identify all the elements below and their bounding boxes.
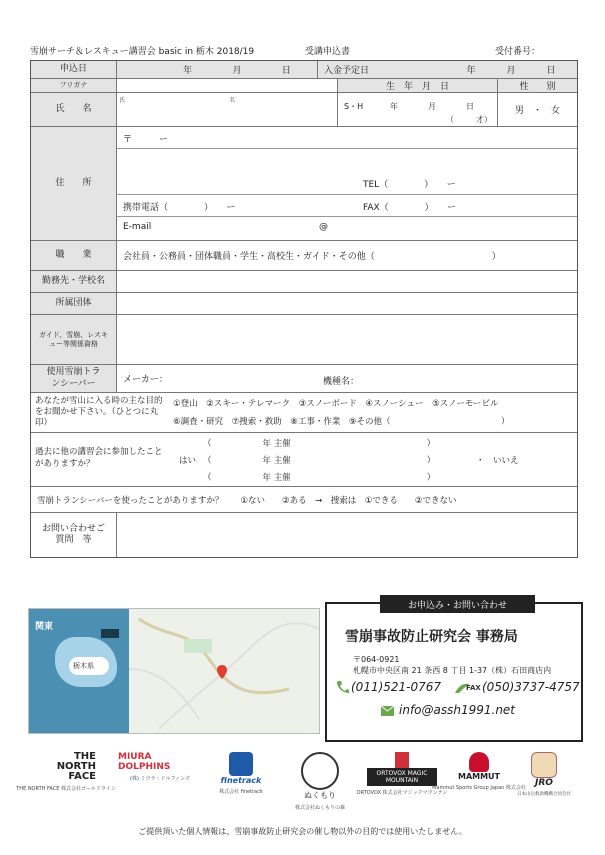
application-form [30, 60, 578, 558]
apply-month: 月 [232, 66, 242, 76]
north-face-caption: THE NORTH FACE 株式会社ゴールドウイン [16, 786, 116, 792]
office-email[interactable]: info@assh1991.net [399, 703, 516, 717]
nukumori-mark: ぬくもり [304, 791, 336, 800]
finetrack-icon [229, 752, 253, 776]
address-block [117, 127, 577, 240]
era-label: S・H [344, 102, 364, 111]
postal-code: 〒064-0921 [353, 655, 400, 664]
inquiry-label: お問い合わせご質問 等 [31, 513, 117, 557]
jro-dog-icon [531, 752, 557, 778]
form-subtitle: 受講申込書 [305, 47, 351, 57]
occupation-options[interactable]: 会社員・公務員・団体職員・学生・高校生・ガイド・その他（ ） [123, 252, 501, 262]
apply-date-field[interactable] [117, 61, 317, 78]
logo-ortovox [356, 752, 448, 796]
fax-label: FAX [466, 684, 481, 692]
furigana-input[interactable] [117, 79, 337, 92]
office-address: 札幌市中央区南 21 条西 8 丁目 1-37（株）石田商店内 [353, 666, 552, 675]
receipt-number-label: 受付番号： [495, 47, 541, 57]
jro-caption: 日本山岳救助機構合同会社 [517, 792, 571, 797]
contact-tag: お申込み・お問い合わせ [380, 595, 535, 613]
beacon-maker: メーカー： [123, 375, 168, 385]
map-pin-icon [217, 665, 227, 679]
venue-map [28, 608, 320, 734]
apply-date-label: 申込日 [31, 61, 117, 78]
occupation-label: 職 業 [31, 241, 117, 270]
ortovox-mark: ORTOVOX MAGIC MOUNTAIN [367, 768, 437, 786]
apply-year: 年 [183, 66, 193, 76]
birth-year: 年 [390, 102, 398, 111]
furigana-label: フリガナ [31, 79, 117, 92]
email-at: @ [319, 222, 328, 232]
birthdate-label: 生 年 月 日 [337, 79, 497, 92]
payment-date-label: 入金予定日 [317, 61, 395, 78]
address-label: 住 所 [31, 127, 117, 240]
affiliation-input[interactable] [117, 293, 577, 314]
region-label: 関東 [35, 622, 54, 632]
affiliation-label: 所属団体 [31, 293, 117, 314]
age-suffix: 才） [476, 115, 492, 124]
past-course-question: 過去に他の講習会に参加したことがありますか？ [35, 447, 163, 469]
privacy-note: ご提供頂いた個人情報は、雪崩事故防止研究会の催し物以外の目的では使用いたしません。 [138, 827, 467, 836]
purpose-options-line2: ⑥調査・研究 ⑦捜索・救助 ⑧工事・作業 ⑨その他（ ） [173, 417, 510, 427]
form-title: 雪崩サーチ＆レスキュー講習会 basic in 栃木 2018/19 [30, 47, 255, 57]
given-name-input[interactable] [227, 93, 337, 126]
given-name-tag: 名 [229, 97, 236, 104]
pref-label: 栃木県 [73, 662, 94, 670]
beacon-model: 機種名： [323, 377, 360, 387]
address-line[interactable] [117, 149, 577, 195]
pay-month: 月 [506, 66, 516, 76]
surname-tag: 氏 [119, 97, 126, 104]
mail-icon [381, 706, 394, 716]
purpose-options-line1: ①登山 ②スキー・テレマーク ③スノーボード ④スノーシュー ⑤スノーモービル [173, 399, 499, 409]
email-line[interactable] [117, 217, 577, 239]
past-course-field[interactable] [171, 433, 577, 486]
mammut-mark: MAMMUT [457, 772, 501, 781]
logo-miura [118, 752, 202, 782]
finetrack-mark: finetrack [220, 776, 262, 785]
past-no: ・ いいえ [476, 456, 519, 466]
past-line-3: （ 年 主催 ） [203, 473, 436, 483]
fax-field: FAX（ ） ー [363, 203, 457, 213]
contact-box [325, 602, 583, 742]
logo-jro [518, 752, 570, 797]
logo-mammut [432, 752, 526, 791]
inquiry-input[interactable] [117, 513, 577, 557]
gender-label: 性 別 [497, 79, 577, 92]
office-fax[interactable]: (050)3737-4757 [482, 680, 580, 694]
miura-mark: MIURA DOLPHINS [118, 752, 171, 772]
logo-north-face [16, 751, 116, 792]
logo-finetrack [208, 752, 274, 795]
mammut-icon [469, 752, 489, 772]
age-open: （ [446, 115, 454, 124]
mobile-field: 携帯電話（ ） ー [123, 203, 236, 213]
beacon-field[interactable] [117, 365, 577, 392]
jro-mark: JRO [535, 778, 553, 788]
gender-options[interactable]: 男 ・ 女 [497, 93, 577, 126]
purpose-options[interactable] [171, 393, 577, 432]
email-field: E-mail [123, 222, 152, 232]
nukumori-caption: 株式会社ぬくもりの森 [294, 805, 345, 811]
tel-field: TEL（ ） ー [363, 180, 456, 190]
past-line-2: （ 年 主催 ） [203, 456, 436, 466]
name-label: 氏 名 [31, 93, 117, 126]
postal-line[interactable] [117, 127, 577, 149]
venue-marker-tag [101, 629, 119, 638]
regional-map [29, 609, 129, 734]
birthdate-field[interactable] [337, 93, 497, 126]
purpose-question: あなたが雪山に入る時の主な目的をお聞かせ下さい。（ひとつに丸印） [35, 396, 163, 429]
org-name: 雪崩事故防止研究会 事務局 [345, 629, 518, 645]
ortovox-icon [395, 752, 409, 768]
past-line-1: （ 年 主催 ） [203, 439, 436, 449]
qualification-input[interactable] [117, 315, 577, 364]
payment-date-field[interactable] [395, 61, 577, 78]
workplace-input[interactable] [117, 271, 577, 292]
qualification-label: ガイド、雪崩、レスキュー等関係資格 [31, 315, 117, 364]
surname-input[interactable] [117, 93, 227, 126]
past-yes: はい [179, 456, 197, 466]
phone-icon [335, 680, 349, 694]
pay-year: 年 [466, 66, 476, 76]
north-face-mark: THE NORTH FACE [56, 751, 96, 782]
finetrack-caption: 株式会社 finetrack [219, 789, 263, 795]
ortovox-caption: ORTOVOX 株式会社マジックマウンテン [356, 790, 448, 796]
birth-month: 月 [428, 102, 436, 111]
nukumori-face-icon [301, 752, 339, 790]
pay-day: 日 [546, 66, 556, 76]
beacon-label: 使用雪崩トランシーバー [31, 365, 117, 392]
workplace-label: 勤務先・学校名 [31, 271, 117, 292]
mammut-caption: Mammut Sports Group Japan 株式会社 [432, 785, 526, 791]
office-tel[interactable]: (011)521-0767 [351, 680, 442, 694]
apply-day: 日 [281, 66, 291, 76]
postal-mark: 〒 ー [123, 135, 169, 145]
logo-nukumori [280, 752, 360, 811]
miura-caption: (株) ミウラ・ドルフィンズ [130, 776, 190, 782]
birth-day: 日 [466, 102, 474, 111]
beacon-experience-question[interactable]: 雪崩トランシーバーを使ったことがありますか？ ①ない ②ある → 捜索は ①できる ②できない [37, 495, 457, 506]
mobile-fax-line[interactable] [117, 195, 577, 217]
